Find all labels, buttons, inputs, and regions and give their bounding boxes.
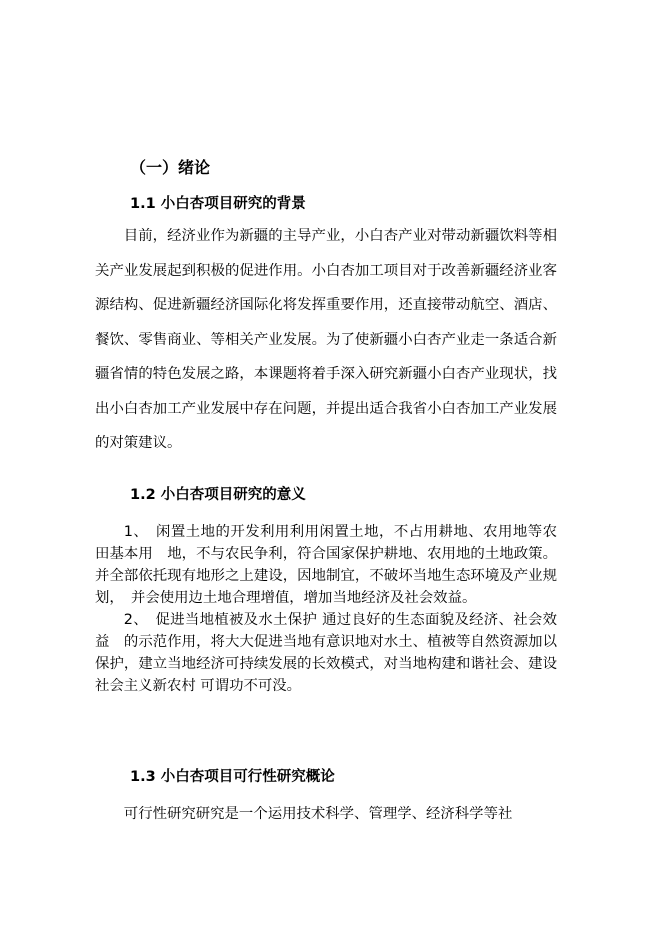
section-1-2-heading: 1.2 小白杏项目研究的意义: [130, 487, 306, 503]
section-1-3-paragraph: 可行性研究研究是一个运用技术科学、管理学、经济科学等社: [123, 806, 513, 822]
section-1-2-paragraph-2: 2、 促进当地植被及水土保护 通过良好的生态面貌及经济、社会效益 的示范作用，将大大促进当地有意识地对水土、植被等自然资源加以保护，建立当地经济可持续发展的长效模式，对当地构建和谐社会、建设社会主义新农村 可谓功不可没。: [95, 612, 557, 694]
chapter-heading: （一）绪论: [130, 158, 211, 177]
section-1-1-paragraph: 目前，经济业作为新疆的主导产业，小白杏产业对带动新疆饮料等相关产业发展起到积极的促进作用。小白杏加工项目对于改善新疆经济业客源结构、促进新疆经济国际化将发挥重要作用，还直接带动航空、酒店、餐饮、零售商业、等相关产业发展。为了使新疆小白杏产业走一条适合新疆省情的特色发展之路，本课题将着手深入研究新疆小白杏产业现状，找出小白杏加工产业发展中存在问题，并提出适合我省小白杏加工产业发展的对策建议。: [95, 228, 557, 451]
section-1-3-heading: 1.3 小白杏项目可行性研究概论: [130, 769, 335, 785]
section-1-1-heading: 1.1 小白杏项目研究的背景: [130, 196, 306, 212]
section-1-2-paragraph-1: 1、 闲置土地的开发利用利用闲置土地，不占用耕地、农用地等农田基本用 地，不与农民争利，符合国家保护耕地、农用地的土地政策。并全部依托现有地形之上建设，因地制宜，不破坏当地生态环境及产业规划， 并会使用边土地合理增值，增加当地经济及社会效益。: [95, 524, 557, 606]
